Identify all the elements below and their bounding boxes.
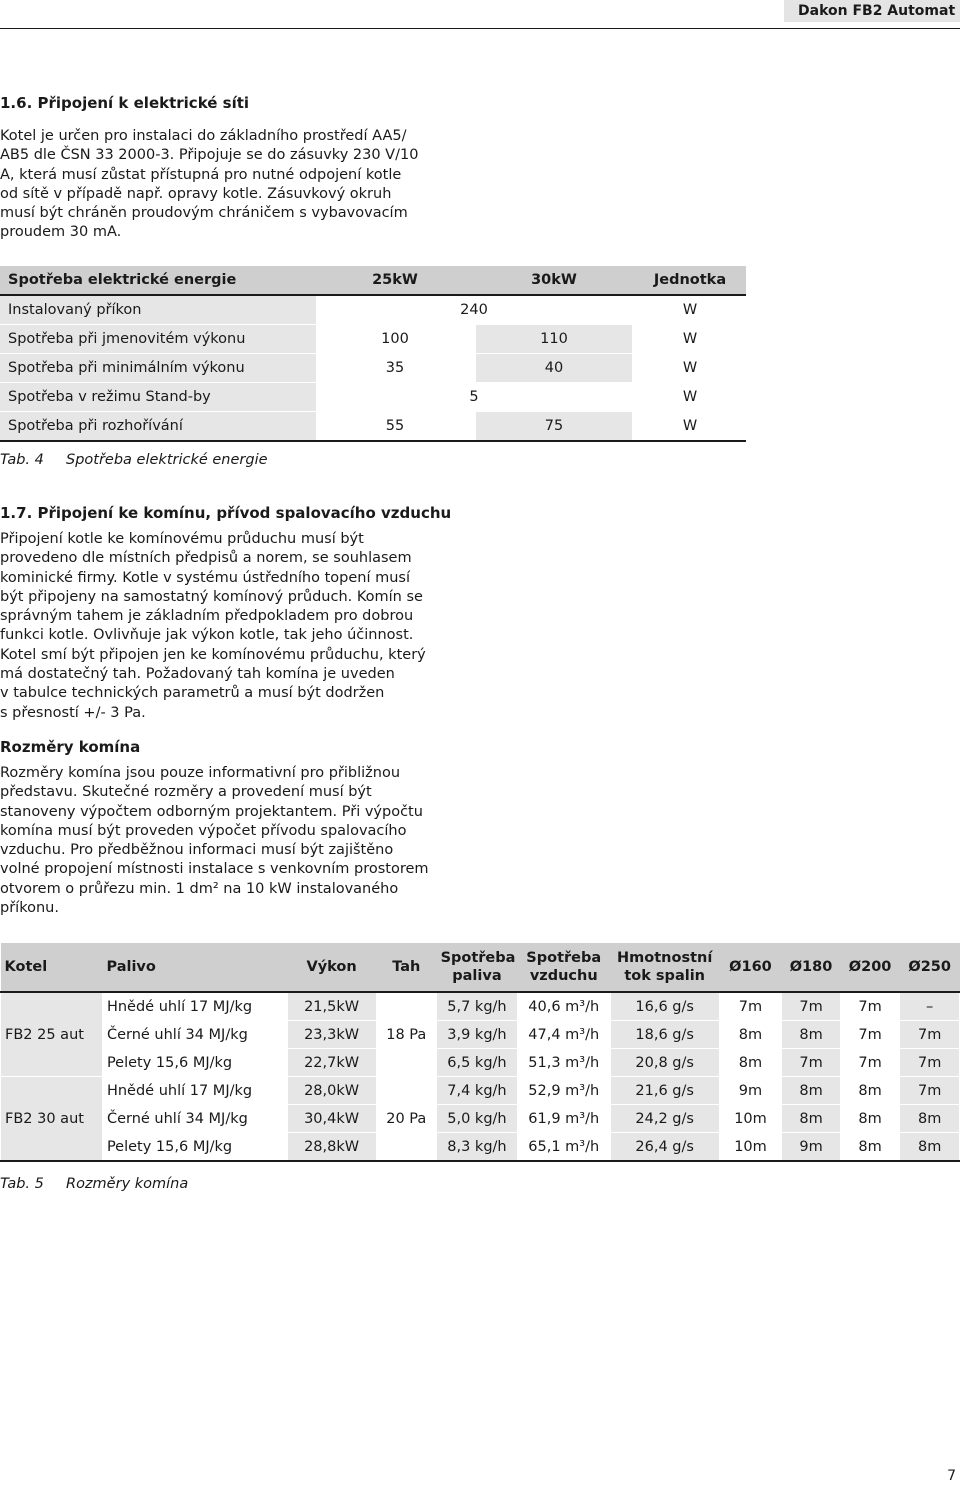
row-unit: W <box>682 360 698 376</box>
spotreba-vzduchu-cell: 52,9 m³/h <box>517 1077 610 1105</box>
header-label: Spotřeba elektrické energie <box>8 272 237 288</box>
vykon-cell: 28,0kW <box>287 1077 376 1105</box>
spotreba-vzduchu-cell: 40,6 m³/h <box>517 992 610 1021</box>
spotreba-paliva-cell: 8,3 kg/h <box>437 1133 518 1162</box>
kotel-cell: FB2 25 aut <box>1 992 103 1077</box>
header-25kw: 25kW <box>372 272 418 288</box>
table-row <box>0 296 746 325</box>
chimney-dimensions-heading: Rozměry komína <box>0 738 141 756</box>
d160-cell: 10m <box>719 1105 782 1133</box>
spotreba-paliva-cell: 5,0 kg/h <box>437 1105 518 1133</box>
spotreba-vzduchu-cell: 51,3 m³/h <box>517 1049 610 1077</box>
spotreba-paliva-cell: 7,4 kg/h <box>437 1077 518 1105</box>
d160-cell: 8m <box>719 1021 782 1049</box>
palivo-cell: Hnědé uhlí 17 MJ/kg <box>102 992 287 1021</box>
d180-cell: 9m <box>782 1133 841 1162</box>
spotreba-vzduchu-cell: 47,4 m³/h <box>517 1021 610 1049</box>
d250-cell: – <box>900 992 960 1021</box>
table-5-caption <box>0 1176 188 1192</box>
row-value-25kw: 35 <box>385 360 405 376</box>
header-spotreba-paliva: Spotřeba paliva <box>437 943 518 992</box>
header-d200: Ø200 <box>840 943 900 992</box>
d200-cell: 7m <box>840 992 900 1021</box>
tah-cell: 20 Pa <box>376 1077 437 1162</box>
d160-cell: 8m <box>719 1049 782 1077</box>
hmotnostni-tok-cell: 24,2 g/s <box>610 1105 719 1133</box>
chimney-dimensions-text: Rozměry komína jsou pouze informativní pro přibližnou představu. Skutečné rozměry a provedení musí být stanoveny výpočtem odborným projektantem. Při výpočtu komína musí být proveden výpočet přívodu spalovacího vzduchu. Pro předběžnou informaci musí být zajištěno volné propojení místnosti instalace s venkovním prostorem otvorem o průřezu min. 1 dm² na 10 kW instalovaného příkonu. <box>0 765 429 917</box>
d200-cell: 8m <box>840 1133 900 1162</box>
row-unit: W <box>682 418 698 434</box>
table-row <box>0 354 746 383</box>
d200-cell: 8m <box>840 1105 900 1133</box>
table-row <box>1 1077 960 1105</box>
row-value-25kw: 100 <box>381 331 409 347</box>
section-1-7-text: Připojení kotle ke komínovému průduchu musí být provedeno dle místních předpisů a norem, se souhlasem kominické firmy. Kotle v systému ústředního topení musí být připojeny na samostatný komínový průduch. Komín se správným tahem je základním předpokladem pro dobrou funkci kotle. Ovlivňuje jak výkon kotle, tak jeho účinnost. Kotel smí být připojen jen ke komínovému průduchu, který má dostatečný tah. Požadovaný tah komína je uveden v tabulce technických parametrů a musí být dodržen s přesností +/- 3 Pa. <box>0 531 426 721</box>
table-header-row <box>0 266 746 296</box>
section-1-6-text: Kotel je určen pro instalaci do základního prostředí AA5/ AB5 dle ČSN 33 2000-3. Připojuje se do zásuvky 230 V/10 A, která musí zůstat přístupná pro nutné odpojení kotle od sítě v případě např. opravy kotle. Zásuvkový okruh musí být chráněn proudovým chráničem s vybavovacím proudem 30 mA. <box>0 128 419 241</box>
hmotnostni-tok-cell: 20,8 g/s <box>610 1049 719 1077</box>
d250-cell: 7m <box>900 1077 960 1105</box>
hmotnostni-tok-cell: 21,6 g/s <box>610 1077 719 1105</box>
row-label: Spotřeba při rozhořívání <box>0 412 316 440</box>
caption-label: Tab. 5 <box>0 1176 44 1192</box>
vykon-cell: 28,8kW <box>287 1133 376 1162</box>
row-merged-value: 5 <box>469 389 479 405</box>
palivo-cell: Černé uhlí 34 MJ/kg <box>102 1105 287 1133</box>
d180-cell: 8m <box>782 1105 841 1133</box>
row-unit: W <box>682 331 698 347</box>
table-row <box>1 1105 960 1133</box>
table-row <box>0 383 746 412</box>
row-value-30kw: 75 <box>476 412 632 440</box>
row-label: Spotřeba při minimálním výkonu <box>0 354 316 382</box>
caption-text: Rozměry komína <box>66 1176 189 1192</box>
table-4-caption <box>0 452 268 468</box>
d200-cell: 7m <box>840 1049 900 1077</box>
row-label: Spotřeba při jmenovitém výkonu <box>0 325 316 353</box>
tah-cell: 18 Pa <box>376 992 437 1077</box>
d250-cell: 8m <box>900 1105 960 1133</box>
d160-cell: 9m <box>719 1077 782 1105</box>
spotreba-paliva-cell: 3,9 kg/h <box>437 1021 518 1049</box>
d200-cell: 7m <box>840 1021 900 1049</box>
section-1-7-heading: 1.7. Připojení ke komínu, přívod spalovacího vzduchu <box>0 504 452 522</box>
d250-cell: 7m <box>900 1021 960 1049</box>
row-value-30kw: 110 <box>476 325 632 353</box>
palivo-cell: Pelety 15,6 MJ/kg <box>102 1133 287 1162</box>
hmotnostni-tok-cell: 26,4 g/s <box>610 1133 719 1162</box>
row-merged-value: 240 <box>460 302 488 318</box>
electric-consumption-table <box>0 266 746 442</box>
spotreba-vzduchu-cell: 61,9 m³/h <box>517 1105 610 1133</box>
d250-cell: 8m <box>900 1133 960 1162</box>
d180-cell: 7m <box>782 992 841 1021</box>
row-label: Instalovaný příkon <box>0 296 316 324</box>
vykon-cell: 22,7kW <box>287 1049 376 1077</box>
header-palivo: Palivo <box>102 943 287 992</box>
spotreba-vzduchu-cell: 65,1 m³/h <box>517 1133 610 1162</box>
d200-cell: 8m <box>840 1077 900 1105</box>
caption-label: Tab. 4 <box>0 452 44 468</box>
d180-cell: 8m <box>782 1077 841 1105</box>
header-d160: Ø160 <box>719 943 782 992</box>
hmotnostni-tok-cell: 16,6 g/s <box>610 992 719 1021</box>
d180-cell: 8m <box>782 1021 841 1049</box>
header-d250: Ø250 <box>900 943 960 992</box>
table-row <box>0 325 746 354</box>
d180-cell: 7m <box>782 1049 841 1077</box>
d250-cell: 7m <box>900 1049 960 1077</box>
table-row <box>1 1133 960 1162</box>
table-row <box>0 412 746 442</box>
header-unit: Jednotka <box>653 272 727 288</box>
header-spotreba-vzduchu: Spotřeba vzduchu <box>517 943 610 992</box>
header-vykon: Výkon <box>287 943 376 992</box>
d160-cell: 10m <box>719 1133 782 1162</box>
page-number: 7 <box>947 1468 956 1484</box>
header-d180: Ø180 <box>782 943 841 992</box>
palivo-cell: Hnědé uhlí 17 MJ/kg <box>102 1077 287 1105</box>
row-value-25kw: 55 <box>385 418 405 434</box>
document-header-title: Dakon FB2 Automat <box>784 0 960 22</box>
row-unit: W <box>682 302 698 318</box>
caption-text: Spotřeba elektrické energie <box>66 452 268 468</box>
chimney-dimensions-table <box>0 943 960 1162</box>
row-unit: W <box>682 389 698 405</box>
section-1-6-heading: 1.6. Připojení k elektrické síti <box>0 94 250 112</box>
spotreba-paliva-cell: 5,7 kg/h <box>437 992 518 1021</box>
d160-cell: 7m <box>719 992 782 1021</box>
header-tah: Tah <box>376 943 437 992</box>
table-row <box>1 1049 960 1077</box>
row-value-30kw: 40 <box>476 354 632 382</box>
table-row <box>1 1021 960 1049</box>
header-30kw: 30kW <box>531 272 577 288</box>
header-rule <box>0 28 960 29</box>
row-label: Spotřeba v režimu Stand-by <box>0 383 316 411</box>
spotreba-paliva-cell: 6,5 kg/h <box>437 1049 518 1077</box>
vykon-cell: 23,3kW <box>287 1021 376 1049</box>
kotel-cell: FB2 30 aut <box>1 1077 103 1162</box>
vykon-cell: 21,5kW <box>287 992 376 1021</box>
vykon-cell: 30,4kW <box>287 1105 376 1133</box>
header-hmotnostni-tok: Hmotnostní tok spalin <box>610 943 719 992</box>
palivo-cell: Černé uhlí 34 MJ/kg <box>102 1021 287 1049</box>
table-header-row <box>1 943 960 992</box>
hmotnostni-tok-cell: 18,6 g/s <box>610 1021 719 1049</box>
header-kotel: Kotel <box>1 943 103 992</box>
palivo-cell: Pelety 15,6 MJ/kg <box>102 1049 287 1077</box>
table-row <box>1 992 960 1021</box>
